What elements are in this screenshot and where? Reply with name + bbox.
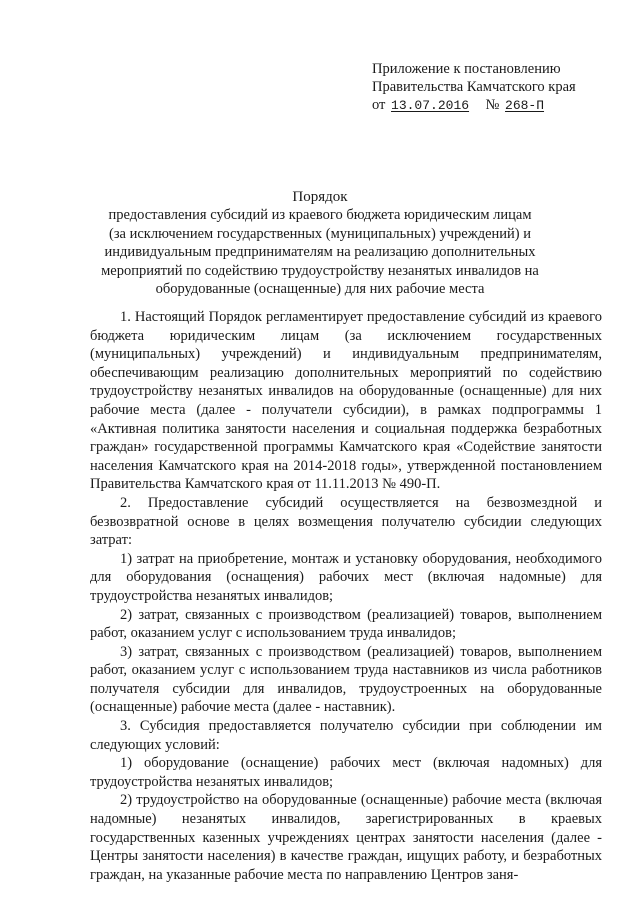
number-label: № [485, 97, 500, 113]
paragraph-2-item-3: 3) затрат, связанных с производством (реализацией) товаров, выполнением работ, оказанием услуг с использованием труда наставников из числа работников получателя субсидии для инвалидов, трудоустроенных на оборудованные (оснащенные) рабочие места (далее - наставник). [90, 643, 602, 716]
approval-line-3 [372, 96, 612, 115]
paragraph-3: 3. Субсидия предоставляется получателю субсидии при соблюдении им следующих условий: [90, 718, 602, 753]
document-title: Порядок [292, 189, 348, 205]
from-label: от [372, 97, 386, 113]
paragraph-1: 1. Настоящий Порядок регламентирует предоставление субсидий из краевого бюджета юридическим лицам (за исключением государственных (муниципальных) учреждений) и индивидуальным предпринимателям, обеспечивающим реализацию дополнительных мероприятий по содействию трудоустройству незанятых инвалидов на оборудованные (оснащенные) для них рабочие места (далее - получатели субсидии), в рамках подпрограммы 1 «Активная политика занятости населения и социальная поддержка безработных граждан» государственной программы Камчатского края «Содействие занятости населения Камчатского края на 2014-2018 годы», утвержденной постановлением Правительства Камчатского края от 11.11.2013 № 490-П. [90, 309, 602, 493]
approval-line-2: Правительства Камчатского края [372, 79, 576, 95]
approval-line-1: Приложение к постановлению [372, 61, 561, 77]
paragraph-2-item-1: 1) затрат на приобретение, монтаж и установку оборудования, необходимого для оборудования (оснащения) рабочих мест (включая надомные) для трудоустройства незанятых инвалидов; [90, 550, 602, 604]
document-body [90, 308, 602, 884]
document-subtitle: предоставления субсидий из краевого бюджета юридическим лицам (за исключением государственных (муниципальных) учреждений) и индивидуальным предпринимателям на реализацию дополнительных мероприятий по содействию трудоустройству незанятых инвалидов на оборудованные (оснащенные) для них рабочие места [101, 207, 539, 297]
decree-date: 13.07.2016 [391, 98, 470, 113]
paragraph-2-item-2: 2) затрат, связанных с производством (реализацией) товаров, выполнением работ, оказанием услуг с использованием труда инвалидов; [90, 606, 602, 642]
decree-number: 268-П [505, 98, 545, 113]
paragraph-2: 2. Предоставление субсидий осуществляется на безвозмездной и безвозвратной основе в целях возмещения получателю субсидии следующих затрат: [90, 494, 602, 549]
paragraph-3-item-2: 2) трудоустройство на оборудованные (оснащенные) рабочие места (включая надомные) незанятых инвалидов, зарегистрированных в краевых государственных казенных учреждениях центрах занятости населения (далее - Центры занятости населения) в качестве граждан, ищущих работу, и безработных граждан, на указанные рабочие места по направлению Центров заня- [90, 792, 602, 883]
approval-block [372, 60, 612, 115]
paragraph-3-item-1: 1) оборудование (оснащение) рабочих мест (включая надомных) для трудоустройства незанятых инвалидов; [90, 755, 602, 790]
